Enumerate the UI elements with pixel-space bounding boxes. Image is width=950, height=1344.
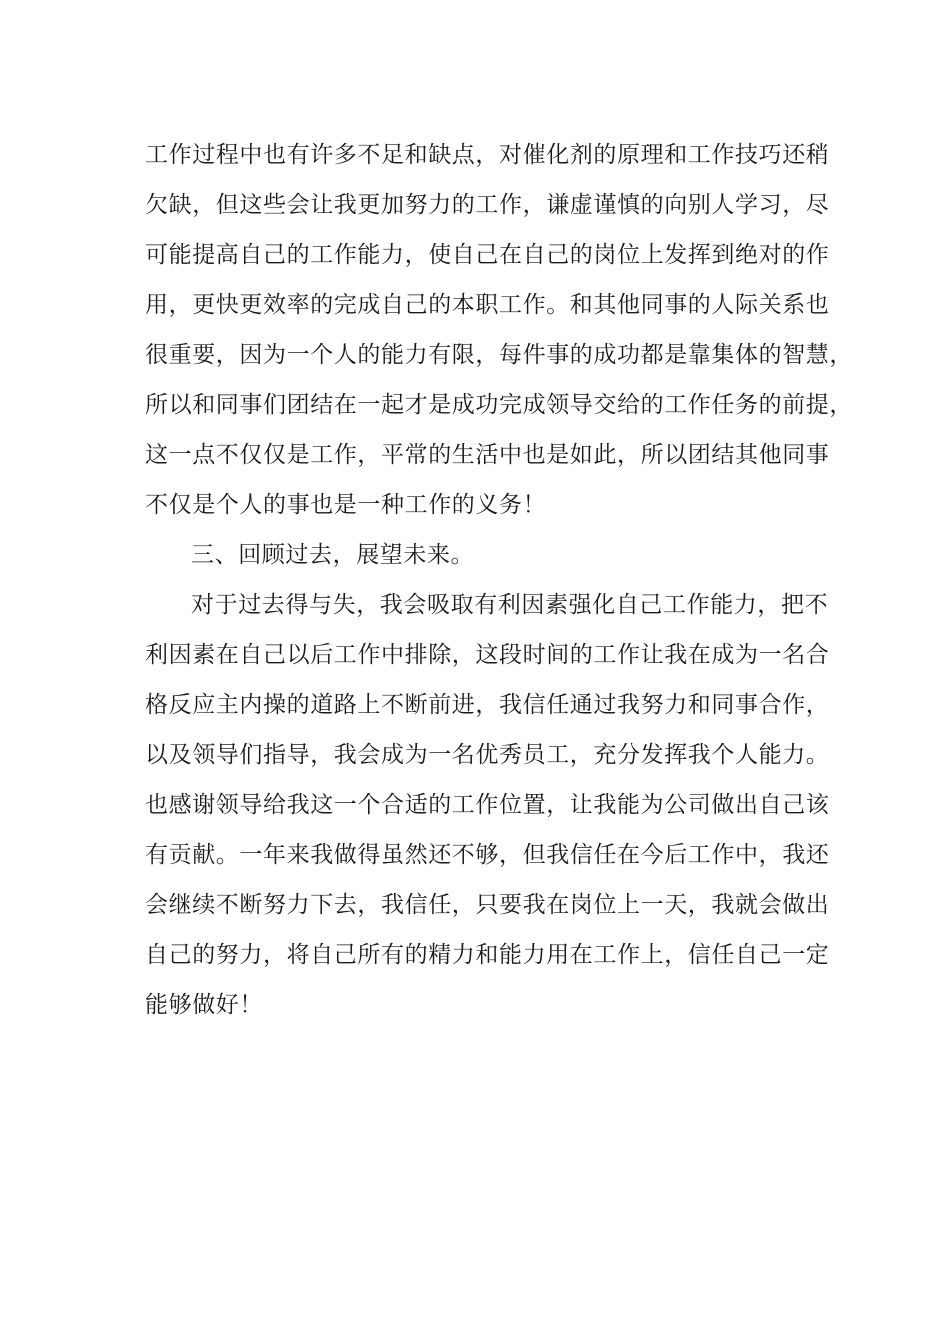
- section-heading: 三、回顾过去，展望未来。: [191, 542, 475, 568]
- paragraph-line: 对于过去得与失，我会吸取有利因素强化自己工作能力，把不: [191, 592, 829, 618]
- paragraph-line: 以及领导们指导，我会成为一名优秀员工，充分发挥我个人能力。: [145, 742, 830, 768]
- paragraph-line: 很重要，因为一个人的能力有限，每件事的成功都是靠集体的智慧，: [145, 342, 853, 368]
- paragraph-line: 利因素在自己以后工作中排除，这段时间的工作让我在成为一名合: [145, 642, 830, 668]
- paragraph-line: 工作过程中也有许多不足和缺点，对催化剂的原理和工作技巧还稍: [145, 142, 830, 168]
- paragraph-line: 这一点不仅仅是工作，平常的生活中也是如此，所以团结其他同事: [145, 442, 830, 468]
- paragraph-line: 格反应主内操的道路上不断前进，我信任通过我努力和同事合作，: [145, 692, 830, 718]
- paragraph-line: 不仅是个人的事也是一种工作的义务！: [145, 492, 547, 518]
- paragraph-line: 也感谢领导给我这一个合适的工作位置，让我能为公司做出自己该: [145, 792, 830, 818]
- paragraph-line: 会继续不断努力下去，我信任，只要我在岗位上一天，我就会做出: [145, 892, 830, 918]
- paragraph-line: 所以和同事们团结在一起才是成功完成领导交给的工作任务的前提，: [145, 392, 853, 418]
- paragraph-line: 自己的努力，将自己所有的精力和能力用在工作上，信任自己一定: [145, 942, 830, 968]
- paragraph-line: 可能提高自己的工作能力，使自己在自己的岗位上发挥到绝对的作: [145, 242, 830, 268]
- paragraph-line: 能够做好！: [145, 992, 263, 1018]
- paragraph-line: 用，更快更效率的完成自己的本职工作。和其他同事的人际关系也: [145, 292, 830, 318]
- paragraph-line: 欠缺，但这些会让我更加努力的工作，谦虚谨慎的向别人学习，尽: [145, 192, 830, 218]
- document-body: [145, 130, 853, 1030]
- paragraph-line: 有贡献。一年来我做得虽然还不够，但我信任在今后工作中，我还: [145, 842, 830, 868]
